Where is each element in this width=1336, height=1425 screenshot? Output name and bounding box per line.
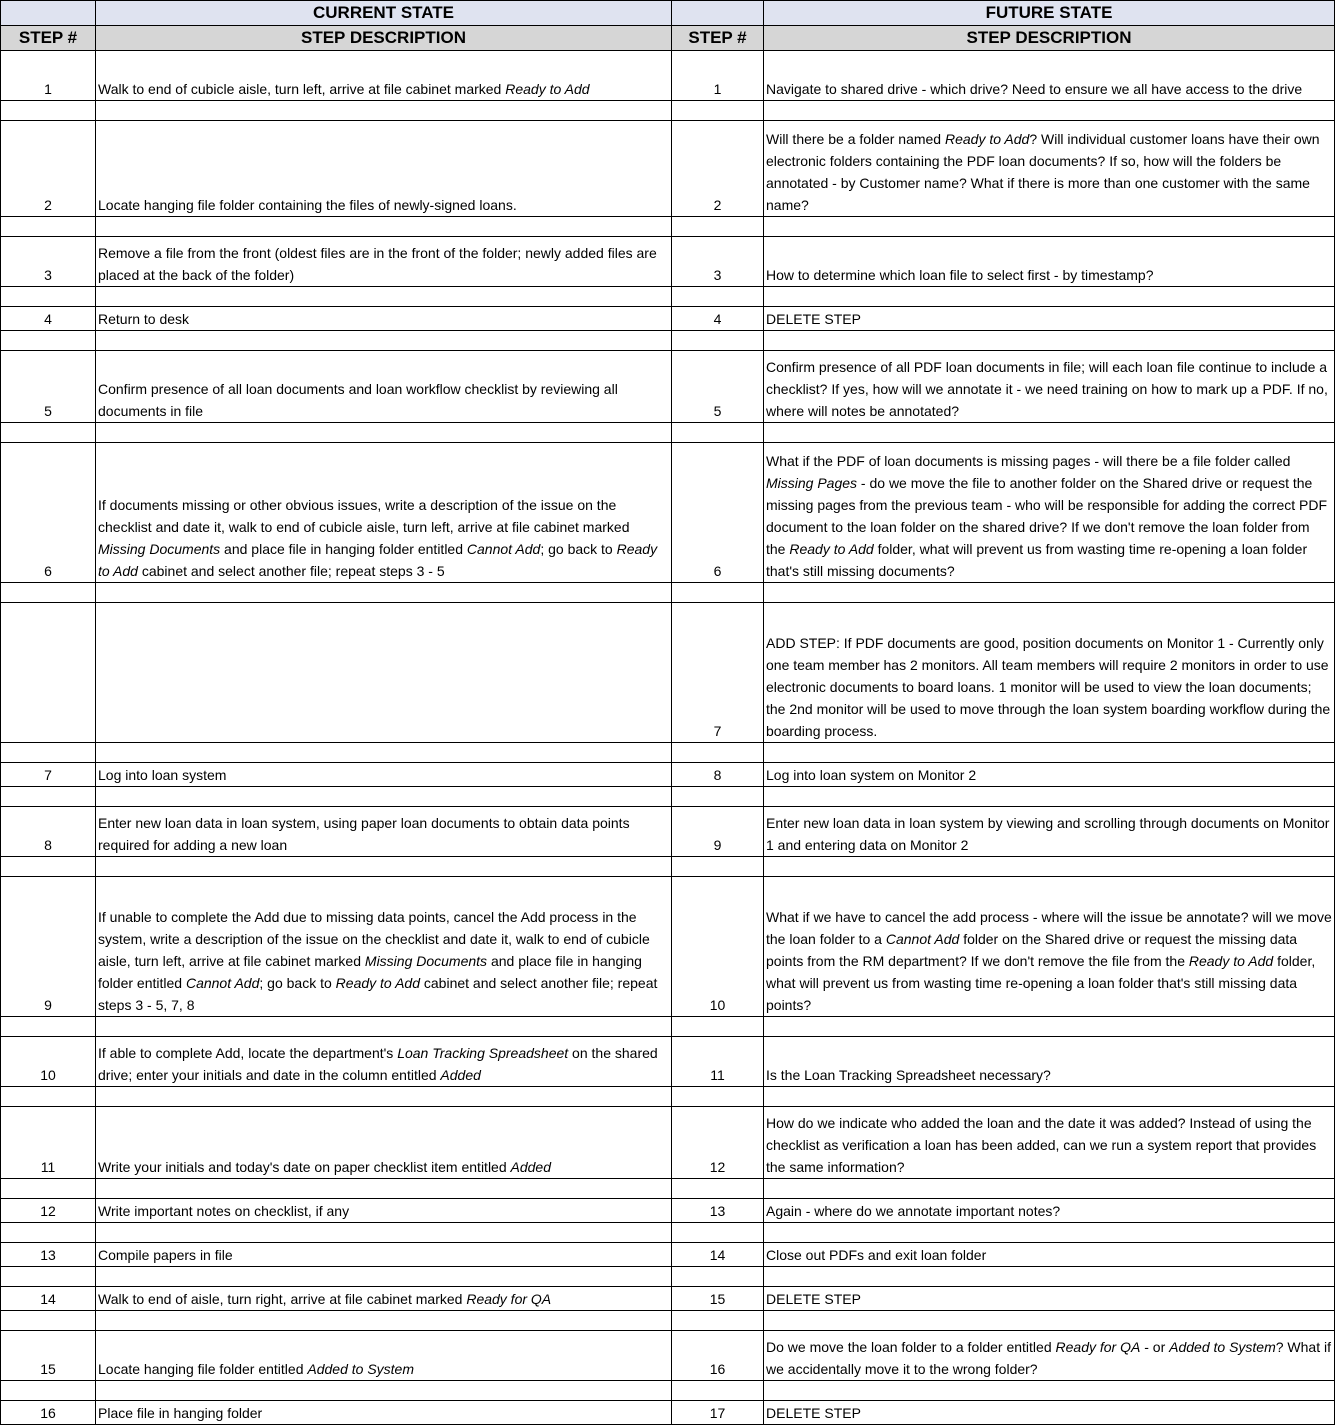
spacer-cell xyxy=(96,1311,672,1331)
spacer-row xyxy=(1,857,1335,877)
spacer-cell xyxy=(672,287,764,307)
spacer-cell xyxy=(764,1179,1335,1199)
future-step-description: Confirm presence of all PDF loan documents in file; will each loan file continue to include a checklist? If yes, how will we annotate it - we need training on how to mark up a PDF. If no, where will notes be annotated? xyxy=(764,351,1335,423)
spacer-cell xyxy=(672,101,764,121)
spacer-row xyxy=(1,1179,1335,1199)
spacer-cell xyxy=(764,583,1335,603)
current-step-description: Return to desk xyxy=(96,307,672,331)
spacer-cell xyxy=(672,743,764,763)
future-step-number: 12 xyxy=(672,1107,764,1179)
future-step-description: Will there be a folder named Ready to Add? Will individual customer loans have their own electronic folders containing the PDF loan documents? If so, how will the folders be annotated - by Customer name? What if there is more than one customer with the same name? xyxy=(764,121,1335,217)
current-step-description: If able to complete Add, locate the department's Loan Tracking Spreadsheet on the shared drive; enter your initials and date in the column entitled Added xyxy=(96,1037,672,1087)
spacer-cell xyxy=(96,1017,672,1037)
future-step-number: 2 xyxy=(672,121,764,217)
spacer-cell xyxy=(672,1017,764,1037)
spacer-cell xyxy=(764,743,1335,763)
spacer-cell xyxy=(764,217,1335,237)
current-step-number: 1 xyxy=(1,51,96,101)
spacer-cell xyxy=(96,857,672,877)
future-step-number: 6 xyxy=(672,443,764,583)
spacer-cell xyxy=(96,787,672,807)
table-row xyxy=(1,1287,1335,1311)
table-row xyxy=(1,51,1335,101)
spacer-cell xyxy=(96,1381,672,1401)
spacer-cell xyxy=(672,787,764,807)
table-row xyxy=(1,351,1335,423)
spacer-cell xyxy=(672,1179,764,1199)
current-step-number: 7 xyxy=(1,763,96,787)
future-step-number: 3 xyxy=(672,237,764,287)
spacer-cell xyxy=(96,1087,672,1107)
table-row xyxy=(1,307,1335,331)
future-step-desc-header: STEP DESCRIPTION xyxy=(764,26,1335,51)
current-step-description: Enter new loan data in loan system, using paper loan documents to obtain data points required for adding a new loan xyxy=(96,807,672,857)
future-step-description: How do we indicate who added the loan and the date it was added? Instead of using the checklist as verification a loan has been added, can we run a system report that provides the same information? xyxy=(764,1107,1335,1179)
spacer-cell xyxy=(96,101,672,121)
current-step-number: 4 xyxy=(1,307,96,331)
future-step-description: Enter new loan data in loan system by viewing and scrolling through documents on Monitor 1 and entering data on Monitor 2 xyxy=(764,807,1335,857)
future-step-description: How to determine which loan file to select first - by timestamp? xyxy=(764,237,1335,287)
future-step-description: Again - where do we annotate important notes? xyxy=(764,1199,1335,1223)
current-step-number: 8 xyxy=(1,807,96,857)
spacer-cell xyxy=(672,217,764,237)
spacer-cell xyxy=(1,331,96,351)
future-step-number: 8 xyxy=(672,763,764,787)
spacer-row xyxy=(1,1087,1335,1107)
current-step-description: Write important notes on checklist, if any xyxy=(96,1199,672,1223)
future-step-number: 15 xyxy=(672,1287,764,1311)
spacer-cell xyxy=(1,743,96,763)
spacer-cell xyxy=(764,1381,1335,1401)
header-blank-middle xyxy=(672,1,764,26)
table-row xyxy=(1,121,1335,217)
spacer-cell xyxy=(672,423,764,443)
current-step-description: Remove a file from the front (oldest files are in the front of the folder; newly added files are placed at the back of the folder) xyxy=(96,237,672,287)
table-row xyxy=(1,1243,1335,1267)
future-step-description: Do we move the loan folder to a folder entitled Ready for QA - or Added to System? What if we accidentally move it to the wrong folder? xyxy=(764,1331,1335,1381)
future-step-number: 5 xyxy=(672,351,764,423)
table-row xyxy=(1,1199,1335,1223)
current-step-description: Locate hanging file folder entitled Added to System xyxy=(96,1331,672,1381)
future-step-description: What if we have to cancel the add process - where will the issue be annotate? will we move the loan folder to a Cannot Add folder on the Shared drive or request the missing data points from the RM department? If we don't remove the file from the Ready to Add folder, what will prevent us from wasting time re-opening a loan folder that's still missing data points? xyxy=(764,877,1335,1017)
spacer-cell xyxy=(96,331,672,351)
table-row xyxy=(1,1037,1335,1087)
spacer-row xyxy=(1,287,1335,307)
spacer-cell xyxy=(764,1087,1335,1107)
future-step-description: DELETE STEP xyxy=(764,1287,1335,1311)
future-step-description: Navigate to shared drive - which drive? Need to ensure we all have access to the drive xyxy=(764,51,1335,101)
spacer-cell xyxy=(764,423,1335,443)
spacer-cell xyxy=(1,1179,96,1199)
table-row xyxy=(1,763,1335,787)
spacer-cell xyxy=(1,1311,96,1331)
current-step-number: 5 xyxy=(1,351,96,423)
current-step-number: 12 xyxy=(1,1199,96,1223)
spacer-cell xyxy=(96,743,672,763)
current-step-description: Write your initials and today's date on paper checklist item entitled Added xyxy=(96,1107,672,1179)
future-step-number: 1 xyxy=(672,51,764,101)
spacer-cell xyxy=(96,1267,672,1287)
current-step-description xyxy=(96,603,672,743)
spacer-row xyxy=(1,331,1335,351)
spacer-cell xyxy=(1,1223,96,1243)
section-header-row xyxy=(1,1,1335,26)
table-row xyxy=(1,237,1335,287)
future-step-num-header: STEP # xyxy=(672,26,764,51)
future-step-number: 13 xyxy=(672,1199,764,1223)
spacer-cell xyxy=(96,1223,672,1243)
spacer-row xyxy=(1,583,1335,603)
spacer-row xyxy=(1,1267,1335,1287)
spacer-cell xyxy=(1,101,96,121)
current-step-number: 15 xyxy=(1,1331,96,1381)
future-step-description: Log into loan system on Monitor 2 xyxy=(764,763,1335,787)
table-row xyxy=(1,603,1335,743)
spacer-cell xyxy=(672,1381,764,1401)
spacer-cell xyxy=(672,1311,764,1331)
current-step-number: 3 xyxy=(1,237,96,287)
current-step-num-header: STEP # xyxy=(1,26,96,51)
future-step-number: 4 xyxy=(672,307,764,331)
spacer-cell xyxy=(764,331,1335,351)
table-row xyxy=(1,1401,1335,1425)
current-step-number: 10 xyxy=(1,1037,96,1087)
spacer-cell xyxy=(1,217,96,237)
spacer-cell xyxy=(1,857,96,877)
current-step-number: 14 xyxy=(1,1287,96,1311)
future-step-description: DELETE STEP xyxy=(764,307,1335,331)
future-state-heading: FUTURE STATE xyxy=(764,1,1335,26)
spacer-cell xyxy=(1,1381,96,1401)
future-step-description: What if the PDF of loan documents is missing pages - will there be a file folder called Missing Pages - do we move the file to another folder on the Shared drive or request the missing pages from the previous team - who will be responsible for adding the correct PDF document to the loan folder on the shared drive? If we don't remove the loan folder from the Ready to Add folder, what will prevent us from wasting time re-opening a loan folder that's still missing documents? xyxy=(764,443,1335,583)
current-state-heading: CURRENT STATE xyxy=(96,1,672,26)
future-step-description: DELETE STEP xyxy=(764,1401,1335,1425)
current-step-description: Log into loan system xyxy=(96,763,672,787)
spacer-cell xyxy=(1,1267,96,1287)
table-row xyxy=(1,443,1335,583)
table-row xyxy=(1,1331,1335,1381)
current-step-number: 13 xyxy=(1,1243,96,1267)
future-step-number: 10 xyxy=(672,877,764,1017)
current-step-description: Walk to end of cubicle aisle, turn left, arrive at file cabinet marked Ready to Add xyxy=(96,51,672,101)
spacer-cell xyxy=(1,423,96,443)
spacer-row xyxy=(1,1223,1335,1243)
spacer-row xyxy=(1,743,1335,763)
future-step-description: Close out PDFs and exit loan folder xyxy=(764,1243,1335,1267)
spacer-cell xyxy=(764,287,1335,307)
spacer-row xyxy=(1,1311,1335,1331)
spacer-cell xyxy=(764,1267,1335,1287)
spacer-cell xyxy=(96,1179,672,1199)
spacer-cell xyxy=(1,287,96,307)
future-step-description: Is the Loan Tracking Spreadsheet necessary? xyxy=(764,1037,1335,1087)
future-step-number: 16 xyxy=(672,1331,764,1381)
spacer-cell xyxy=(764,101,1335,121)
current-step-description: If documents missing or other obvious issues, write a description of the issue on the checklist and date it, walk to end of cubicle aisle, turn left, arrive at file cabinet marked Missing Documents and place file in hanging folder entitled Cannot Add; go back to Ready to Add cabinet and select another file; repeat steps 3 - 5 xyxy=(96,443,672,583)
future-step-number: 7 xyxy=(672,603,764,743)
future-step-number: 17 xyxy=(672,1401,764,1425)
future-step-description: ADD STEP: If PDF documents are good, position documents on Monitor 1 - Currently only one team member has 2 monitors. All team members will require 2 monitors in order to use electronic documents to board loans. 1 monitor will be used to view the loan documents; the 2nd monitor will be used to move through the loan system boarding workflow during the boarding process. xyxy=(764,603,1335,743)
current-step-number: 6 xyxy=(1,443,96,583)
spacer-cell xyxy=(96,217,672,237)
spacer-cell xyxy=(672,583,764,603)
current-step-number: 2 xyxy=(1,121,96,217)
spacer-cell xyxy=(1,787,96,807)
current-step-description: Place file in hanging folder xyxy=(96,1401,672,1425)
table-row xyxy=(1,877,1335,1017)
spacer-cell xyxy=(764,1017,1335,1037)
spacer-row xyxy=(1,423,1335,443)
current-step-number xyxy=(1,603,96,743)
spacer-cell xyxy=(1,1017,96,1037)
spacer-row xyxy=(1,1017,1335,1037)
current-step-desc-header: STEP DESCRIPTION xyxy=(96,26,672,51)
spacer-cell xyxy=(672,1223,764,1243)
future-step-number: 11 xyxy=(672,1037,764,1087)
spacer-cell xyxy=(96,287,672,307)
spacer-cell xyxy=(764,1223,1335,1243)
current-step-number: 16 xyxy=(1,1401,96,1425)
spacer-row xyxy=(1,787,1335,807)
spacer-cell xyxy=(764,1311,1335,1331)
current-step-number: 11 xyxy=(1,1107,96,1179)
spacer-row xyxy=(1,217,1335,237)
spacer-cell xyxy=(672,1267,764,1287)
spacer-cell xyxy=(96,423,672,443)
table-row xyxy=(1,1107,1335,1179)
spacer-cell xyxy=(1,583,96,603)
table-row xyxy=(1,807,1335,857)
current-step-description: Confirm presence of all loan documents and loan workflow checklist by reviewing all documents in file xyxy=(96,351,672,423)
future-step-number: 9 xyxy=(672,807,764,857)
spacer-row xyxy=(1,1381,1335,1401)
spacer-cell xyxy=(672,857,764,877)
spacer-cell xyxy=(764,857,1335,877)
current-step-description: If unable to complete the Add due to missing data points, cancel the Add process in the system, write a description of the issue on the checklist and date it, walk to end of cubicle aisle, turn left, arrive at file cabinet marked Missing Documents and place file in hanging folder entitled Cannot Add; go back to Ready to Add cabinet and select another file; repeat steps 3 - 5, 7, 8 xyxy=(96,877,672,1017)
current-step-description: Locate hanging file folder containing the files of newly-signed loans. xyxy=(96,121,672,217)
spacer-row xyxy=(1,101,1335,121)
header-blank-left xyxy=(1,1,96,26)
spacer-cell xyxy=(764,787,1335,807)
spacer-cell xyxy=(672,331,764,351)
current-step-description: Compile papers in file xyxy=(96,1243,672,1267)
future-step-number: 14 xyxy=(672,1243,764,1267)
spacer-cell xyxy=(96,583,672,603)
spacer-cell xyxy=(1,1087,96,1107)
spacer-cell xyxy=(672,1087,764,1107)
current-step-description: Walk to end of aisle, turn right, arrive at file cabinet marked Ready for QA xyxy=(96,1287,672,1311)
column-header-row xyxy=(1,26,1335,51)
current-step-number: 9 xyxy=(1,877,96,1017)
